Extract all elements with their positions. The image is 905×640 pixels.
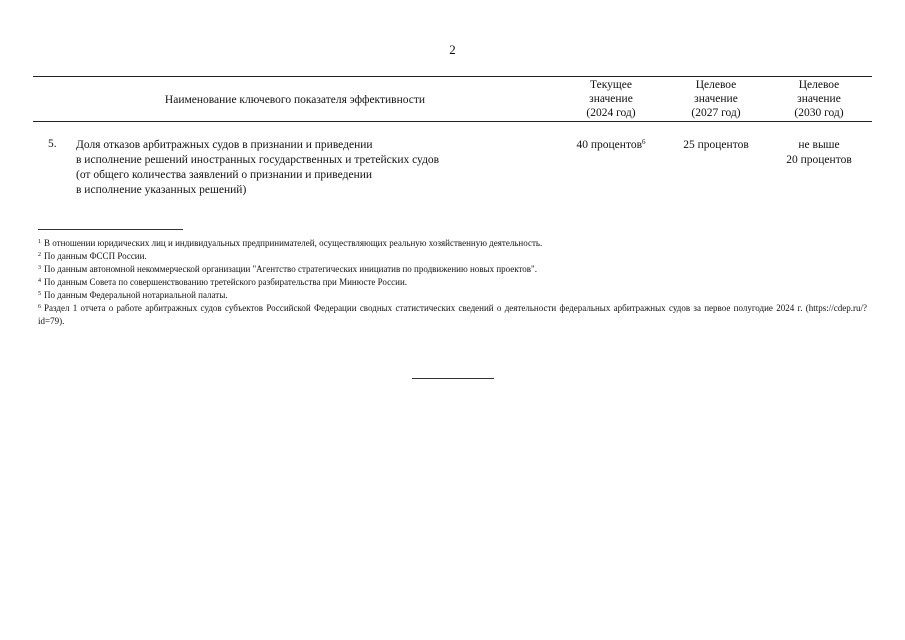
row-number: 5. [48, 138, 57, 150]
footnotes [38, 237, 867, 328]
header-target-2030: Целевое значение (2030 год) [794, 79, 844, 119]
table-header-rule [33, 121, 872, 122]
footnote-separator [38, 229, 183, 230]
page-number: 2 [449, 42, 456, 57]
footnote-2: $^2$ По данным ФССП России. [38, 251, 147, 261]
footnote-ref-6: 6 [642, 138, 646, 146]
header-current-value: Текущее значение (2024 год) [586, 79, 636, 119]
footnote-4: $^4$ По данным Совета по совершенствованию третейского разбирательства при Минюсте России. [38, 277, 408, 287]
table-top-rule [33, 76, 872, 77]
footnote-5: $^5$ По данным Федеральной нотариальной палаты. [38, 290, 228, 300]
end-of-document-rule [412, 378, 494, 379]
header-target-2027: Целевое значение (2027 год) [691, 79, 741, 119]
row-current-value: 40 процентов$^6$ [576, 138, 646, 151]
footnote-6: $^6$ Раздел 1 отчета о работе арбитражных судов субъектов Российской Федерации сводных статистических сведений о деятельности федеральных арбитражных судов за первое полугодие 2024 г. (https://cdep.ru/?id=79). [38, 303, 867, 326]
row-target-2030-value: не выше 20 процентов [786, 139, 852, 166]
footnote-1: $^1$ В отношении юридических лиц и индивидуальных предпринимателей, осуществляющих реальную хозяйственную деятельность. [38, 238, 543, 248]
footnote-3: $^3$ По данным автономной некоммерческой организации "Агентство стратегических инициатив по продвижению новых проектов". [38, 264, 537, 274]
row-target-2027-value: 25 процентов [683, 139, 749, 151]
row-indicator-name: Доля отказов арбитражных судов в признании и приведении в исполнение решений иностранных государственных и третейских судов (от общего количества заявлений о признании и приведении в исполнение указанных решений) [76, 139, 440, 196]
header-indicator-name: Наименование ключевого показателя эффективности [164, 94, 426, 106]
